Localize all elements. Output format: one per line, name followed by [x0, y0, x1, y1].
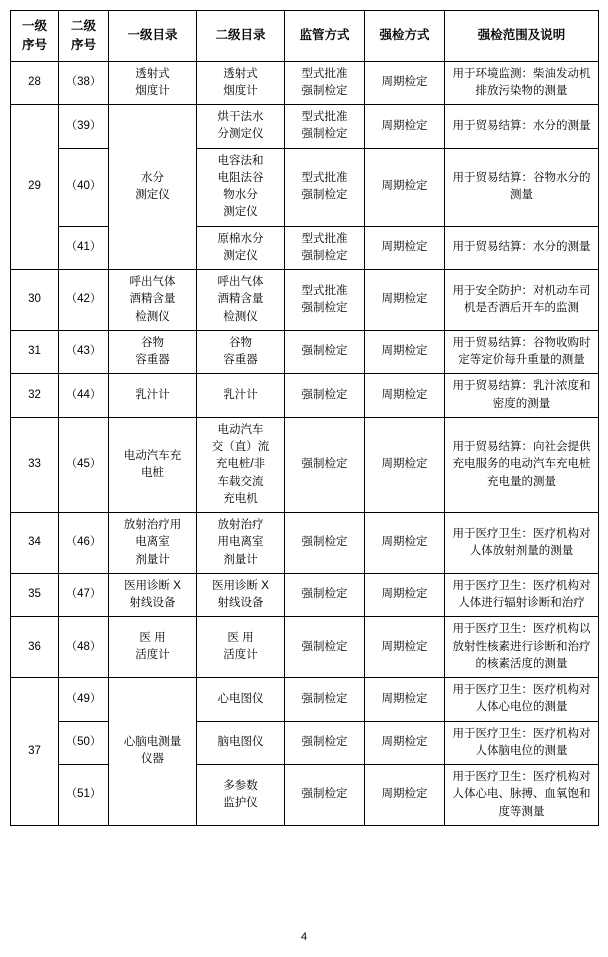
- cell-level1-no: 30: [11, 270, 59, 331]
- cell-scope-description: 用于贸易结算：谷物收购时定等定价每升重量的测量: [445, 330, 599, 374]
- table-row: [11, 678, 599, 722]
- cell-level2-catalog: 乳汁计: [197, 374, 285, 418]
- cell-supervision-mode: 型式批准 强制检定: [285, 105, 365, 149]
- cell-level2-catalog: 烘干法水 分测定仪: [197, 105, 285, 149]
- cell-scope-description: 用于医疗卫生：医疗机构以放射性核素进行诊断和治疗的核素活度的测量: [445, 617, 599, 678]
- cell-level2-no: （44）: [59, 374, 109, 418]
- cell-supervision-mode: 强制检定: [285, 721, 365, 765]
- cell-level2-catalog: 脑电图仪: [197, 721, 285, 765]
- cell-level1-no: 36: [11, 617, 59, 678]
- cell-level2-catalog: 多参数 监护仪: [197, 765, 285, 826]
- cell-level2-no: （46）: [59, 513, 109, 574]
- cell-level2-no: （45）: [59, 417, 109, 512]
- column-header-inspection-mode: 强检方式: [365, 11, 445, 62]
- cell-level2-catalog: 放射治疗 用电离室 剂量计: [197, 513, 285, 574]
- cell-scope-description: 用于贸易结算：谷物水分的测量: [445, 148, 599, 226]
- cell-level2-no: （48）: [59, 617, 109, 678]
- cell-scope-description: 用于环境监测：柴油发动机排放污染物的测量: [445, 61, 599, 105]
- header-line: 二级: [70, 19, 96, 33]
- column-header-level2-catalog: 二级目录: [197, 11, 285, 62]
- cell-level1-no: 28: [11, 61, 59, 105]
- cell-level1-no: 34: [11, 513, 59, 574]
- cell-level2-no: （43）: [59, 330, 109, 374]
- cell-supervision-mode: 强制检定: [285, 417, 365, 512]
- cell-supervision-mode: 型式批准 强制检定: [285, 61, 365, 105]
- table-row: [11, 105, 599, 149]
- page-number: 4: [300, 931, 308, 943]
- column-header-level1-no: [11, 11, 59, 62]
- cell-inspection-mode: 周期检定: [365, 417, 445, 512]
- table-header-row: [11, 11, 599, 62]
- cell-scope-description: 用于贸易结算：水分的测量: [445, 226, 599, 270]
- cell-inspection-mode: 周期检定: [365, 61, 445, 105]
- table-row: [11, 330, 599, 374]
- cell-level2-catalog: 透射式 烟度计: [197, 61, 285, 105]
- cell-level1-no: 31: [11, 330, 59, 374]
- cell-scope-description: 用于医疗卫生：医疗机构对人体心电位的测量: [445, 678, 599, 722]
- table-row: [11, 148, 599, 226]
- cell-level1-catalog: 医 用 活度计: [109, 617, 197, 678]
- cell-level2-catalog: 心电图仪: [197, 678, 285, 722]
- table-row: [11, 721, 599, 765]
- cell-level1-no: 37: [11, 678, 59, 826]
- table-row: [11, 226, 599, 270]
- cell-level2-no: （51）: [59, 765, 109, 826]
- cell-scope-description: 用于医疗卫生：医疗机构对人体进行辐射诊断和治疗: [445, 573, 599, 617]
- cell-level1-no: 29: [11, 105, 59, 270]
- cell-level1-catalog: 放射治疗用 电离室 剂量计: [109, 513, 197, 574]
- column-header-level2-no: [59, 11, 109, 62]
- cell-inspection-mode: 周期检定: [365, 148, 445, 226]
- table-row: [11, 513, 599, 574]
- cell-inspection-mode: 周期检定: [365, 513, 445, 574]
- cell-level2-no: （42）: [59, 270, 109, 331]
- cell-level1-catalog: 透射式 烟度计: [109, 61, 197, 105]
- header-line: 序号: [21, 37, 47, 52]
- cell-supervision-mode: 强制检定: [285, 617, 365, 678]
- cell-level2-catalog: 医 用 活度计: [197, 617, 285, 678]
- cell-level2-catalog: 原棉水分 测定仪: [197, 226, 285, 270]
- cell-level1-catalog: 水分 测定仪: [109, 105, 197, 270]
- cell-supervision-mode: 强制检定: [285, 765, 365, 826]
- cell-level2-no: （40）: [59, 148, 109, 226]
- cell-inspection-mode: 周期检定: [365, 721, 445, 765]
- cell-scope-description: 用于安全防护：对机动车司机是否酒后开车的监测: [445, 270, 599, 331]
- table-row: [11, 573, 599, 617]
- cell-inspection-mode: 周期检定: [365, 105, 445, 149]
- cell-scope-description: 用于医疗卫生：医疗机构对人体脑电位的测量: [445, 721, 599, 765]
- header-line: 一级: [21, 19, 47, 33]
- column-header-level1-catalog: 一级目录: [109, 11, 197, 62]
- header-line: 序号: [70, 37, 96, 52]
- column-header-supervision-mode: 监管方式: [285, 11, 365, 62]
- cell-level2-no: （38）: [59, 61, 109, 105]
- cell-inspection-mode: 周期检定: [365, 270, 445, 331]
- cell-level1-no: 33: [11, 417, 59, 512]
- cell-level1-catalog: 谷物 容重器: [109, 330, 197, 374]
- cell-level1-catalog: 心脑电测量 仪器: [109, 678, 197, 826]
- cell-level2-no: （41）: [59, 226, 109, 270]
- cell-level1-catalog: 医用诊断 X 射线设备: [109, 573, 197, 617]
- cell-level2-catalog: 电动汽车 交（直）流 充电桩/非 车载交流 充电机: [197, 417, 285, 512]
- cell-inspection-mode: 周期检定: [365, 678, 445, 722]
- cell-inspection-mode: 周期检定: [365, 765, 445, 826]
- cell-supervision-mode: 型式批准 强制检定: [285, 148, 365, 226]
- column-header-scope-description: 强检范围及说明: [445, 11, 599, 62]
- cell-supervision-mode: 强制检定: [285, 513, 365, 574]
- cell-level1-catalog: 乳汁计: [109, 374, 197, 418]
- cell-inspection-mode: 周期检定: [365, 374, 445, 418]
- cell-level2-no: （47）: [59, 573, 109, 617]
- cell-scope-description: 用于贸易结算：乳汁浓度和密度的测量: [445, 374, 599, 418]
- table-row: [11, 374, 599, 418]
- table-row: [11, 270, 599, 331]
- strict-inspection-catalog-table: [10, 10, 599, 826]
- table-row: [11, 61, 599, 105]
- cell-inspection-mode: 周期检定: [365, 226, 445, 270]
- cell-supervision-mode: 强制检定: [285, 374, 365, 418]
- cell-level2-no: （49）: [59, 678, 109, 722]
- cell-supervision-mode: 型式批准 强制检定: [285, 226, 365, 270]
- cell-inspection-mode: 周期检定: [365, 617, 445, 678]
- cell-supervision-mode: 强制检定: [285, 330, 365, 374]
- cell-inspection-mode: 周期检定: [365, 573, 445, 617]
- cell-scope-description: 用于贸易结算：水分的测量: [445, 105, 599, 149]
- cell-level1-no: 35: [11, 573, 59, 617]
- cell-level2-no: （50）: [59, 721, 109, 765]
- table-row: [11, 417, 599, 512]
- cell-level2-catalog: 谷物 容重器: [197, 330, 285, 374]
- cell-scope-description: 用于医疗卫生：医疗机构对人体心电、脉搏、血氧饱和度等测量: [445, 765, 599, 826]
- cell-inspection-mode: 周期检定: [365, 330, 445, 374]
- cell-supervision-mode: 强制检定: [285, 678, 365, 722]
- cell-scope-description: 用于贸易结算：向社会提供充电服务的电动汽车充电桩充电量的测量: [445, 417, 599, 512]
- cell-level2-no: （39）: [59, 105, 109, 149]
- cell-supervision-mode: 型式批准 强制检定: [285, 270, 365, 331]
- cell-supervision-mode: 强制检定: [285, 573, 365, 617]
- cell-level1-catalog: 电动汽车充 电桩: [109, 417, 197, 512]
- cell-level2-catalog: 呼出气体 酒精含量 检测仪: [197, 270, 285, 331]
- table-row: [11, 765, 599, 826]
- cell-level2-catalog: 医用诊断 X 射线设备: [197, 573, 285, 617]
- table-row: [11, 617, 599, 678]
- cell-level1-no: 32: [11, 374, 59, 418]
- cell-level2-catalog: 电容法和 电阻法谷 物水分 测定仪: [197, 148, 285, 226]
- cell-level1-catalog: 呼出气体 酒精含量 检测仪: [109, 270, 197, 331]
- cell-scope-description: 用于医疗卫生：医疗机构对人体放射剂量的测量: [445, 513, 599, 574]
